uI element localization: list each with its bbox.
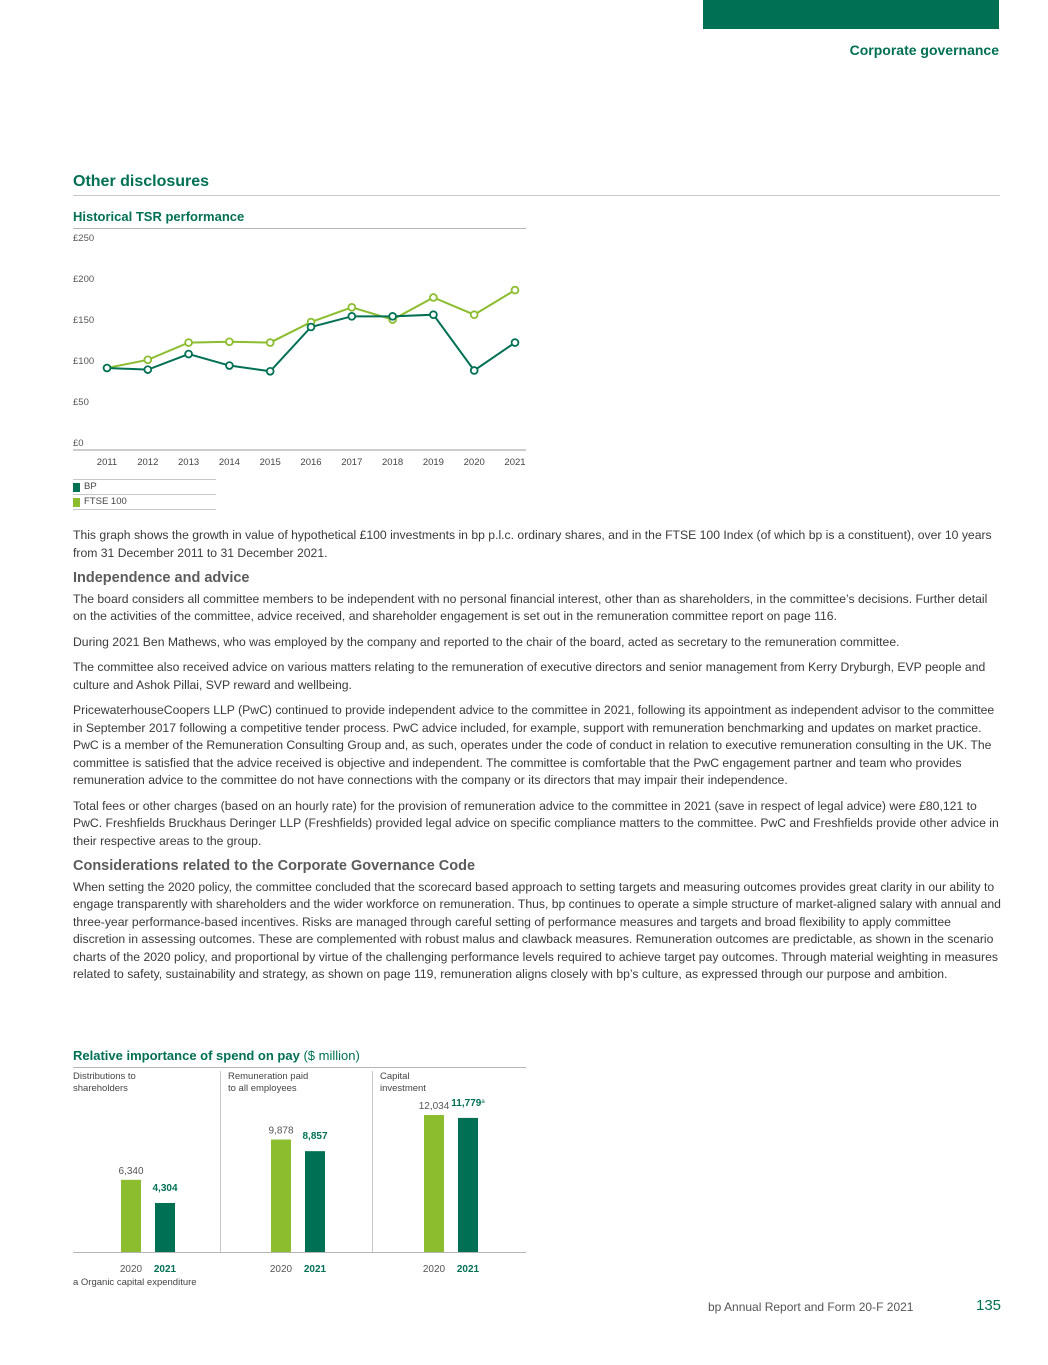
bar-2020 — [424, 1115, 444, 1252]
footer-report-title: bp Annual Report and Form 20-F 2021 — [708, 1300, 914, 1314]
bar-2021 — [458, 1118, 478, 1252]
independence-paragraph-5: Total fees or other charges (based on an hourly rate) for the provision of remuneration advice to the committee in 2021 (save in respect of legal advice) were £80,121 to PwC. Freshfields Bruckhaus Deringer LLP (Freshfields) provided legal advice on specific compliance matters to the committee. PwC and Freshfields provide other advice in their respective areas to the group. — [73, 798, 999, 848]
page-number: 135 — [976, 1297, 1002, 1314]
footnote-marker: a — [481, 1098, 485, 1105]
bar-2020 — [271, 1140, 291, 1252]
x-tick-label: 2017 — [341, 457, 363, 468]
bar-year-label: 2020 — [269, 1264, 293, 1275]
x-tick-label: 2019 — [422, 457, 444, 468]
bar-value-label: 12,034 — [418, 1101, 450, 1112]
bar-value-label: 6,340 — [118, 1165, 144, 1177]
x-tick-label: 2013 — [178, 457, 200, 468]
bar-2021 — [305, 1151, 325, 1252]
x-tick-label: 2020 — [463, 457, 485, 468]
section-label: Corporate governance — [849, 42, 999, 58]
bar-year-label: 2021 — [153, 1264, 177, 1275]
bar-year-label: 2021 — [303, 1264, 327, 1275]
y-tick-label: £200 — [73, 274, 95, 285]
governance-code-heading: Considerations related to the Corporate Governance Code — [73, 858, 476, 874]
bar-year-label: 2020 — [422, 1264, 446, 1275]
bar-year-label: 2021 — [456, 1264, 480, 1275]
bar-value-label: 8,857 — [302, 1131, 328, 1143]
y-tick-label: £150 — [73, 315, 95, 326]
y-tick-label: £50 — [73, 397, 89, 408]
x-tick-label: 2021 — [504, 457, 526, 468]
independence-paragraph-4: PricewaterhouseCoopers LLP (PwC) continued to provide independent advice to the committee in 2021, following its appointment as independent advisor to the committee in September 2017 following a competitive tender process. PwC advice included, for example, support with remuneration benchmarking and updates on market practice. PwC is a member of the Remuneration Consulting Group and, as such, operates under the code of conduct in relation to executive remuneration consulting in the UK. The committee is satisfied that the advice received is objective and independent. The committee is comfortable that the PwC engagement partner and team who provides remuneration advice to the committee do not have connections with the company or its directors that may impair their independence. — [73, 703, 995, 787]
bar-value-label: 4,304 — [152, 1183, 178, 1195]
spend-column-heading-line: shareholders — [73, 1083, 128, 1094]
y-tick-label: £0 — [73, 438, 84, 449]
spend-bars-group — [73, 1098, 526, 1275]
x-tick-label: 2015 — [259, 457, 281, 468]
bar-year-label: 2020 — [119, 1264, 143, 1275]
legend-label-ftse: FTSE 100 — [84, 496, 127, 507]
x-tick-label: 2016 — [300, 457, 322, 468]
spend-footnote: a Organic capital expenditure — [73, 1277, 197, 1288]
y-tick-label: £250 — [73, 233, 95, 244]
spend-chart-title-text: Relative importance of spend on pay — [73, 1048, 300, 1063]
bar-value-label: 9,878 — [268, 1125, 294, 1137]
governance-code-paragraph: When setting the 2020 policy, the committee concluded that the scorecard based approach to setting targets and measuring outcomes provides great clarity in our ability to engage transparently with shareholders and the wider workforce on remuneration. Thus, bp continues to operate a simple structure of market-aligned salary with annual and three-year performance-based incentives. Risks are managed through careful setting of performance measures and targets and broad flexibility to apply committee discretion in assessing outcomes. These are complemented with robust malus and clawback measures. Remuneration outcomes are predictable, as shown in the scenario charts of the 2020 policy, and proportional by virtue of the challenging performance levels required to achieve target pay outcomes. Through material weighting in measures related to safety, sustainability and strategy, as shown on page 119, remuneration aligns closely with bp’s culture, as expressed through our purpose and ambition. — [73, 879, 1001, 981]
page-title: Other disclosures — [73, 173, 210, 190]
spend-column-heading-line: Remuneration paid — [228, 1071, 309, 1082]
bar-value-label: 11,779$^a$ — [451, 1097, 485, 1109]
x-tick-label: 2012 — [137, 457, 159, 468]
x-tick-label: 2018 — [382, 457, 404, 468]
independence-paragraph-2: During 2021 Ben Mathews, who was employed by the company and reported to the chair of the board, acted as secretary to the remuneration committee. — [73, 634, 900, 649]
independence-heading: Independence and advice — [73, 570, 250, 586]
legend-label-bp: BP — [84, 481, 97, 492]
tsr-chart-title: Historical TSR performance — [73, 209, 245, 224]
spend-column-heading-line: investment — [380, 1083, 426, 1094]
spend-column-heading-line: Distributions to — [73, 1071, 136, 1082]
spend-chart-unit: ($ million) — [303, 1048, 360, 1063]
bar-2021 — [155, 1203, 175, 1252]
bar-2020 — [121, 1180, 141, 1252]
y-tick-label: £100 — [73, 356, 95, 367]
spend-column-heading-line: to all employees — [228, 1083, 297, 1094]
spend-column-heading-line: Capital — [380, 1071, 410, 1082]
independence-paragraph-1: The board considers all committee members to be independent with no personal financial interest, other than as shareholders, in the committee’s decisions. Further detail on the activities of the committee, advice received, and shareholder engagement is set out in the remuneration committee report on page 116. — [73, 591, 988, 623]
tsr-description: This graph shows the growth in value of hypothetical £100 investments in bp p.l.c. ordinary shares, and in the FTSE 100 Index (of which bp is a constituent), over 10 years from 31 December 2011 to 31 December 2021. — [73, 528, 992, 560]
x-tick-label: 2011 — [96, 457, 118, 468]
independence-paragraph-3: The committee also received advice on various matters relating to the remuneration of executive directors and senior management from Kerry Dryburgh, EVP people and culture and Ashok Pillai, SVP reward and wellbeing. — [73, 660, 986, 692]
x-tick-label: 2014 — [218, 457, 240, 468]
